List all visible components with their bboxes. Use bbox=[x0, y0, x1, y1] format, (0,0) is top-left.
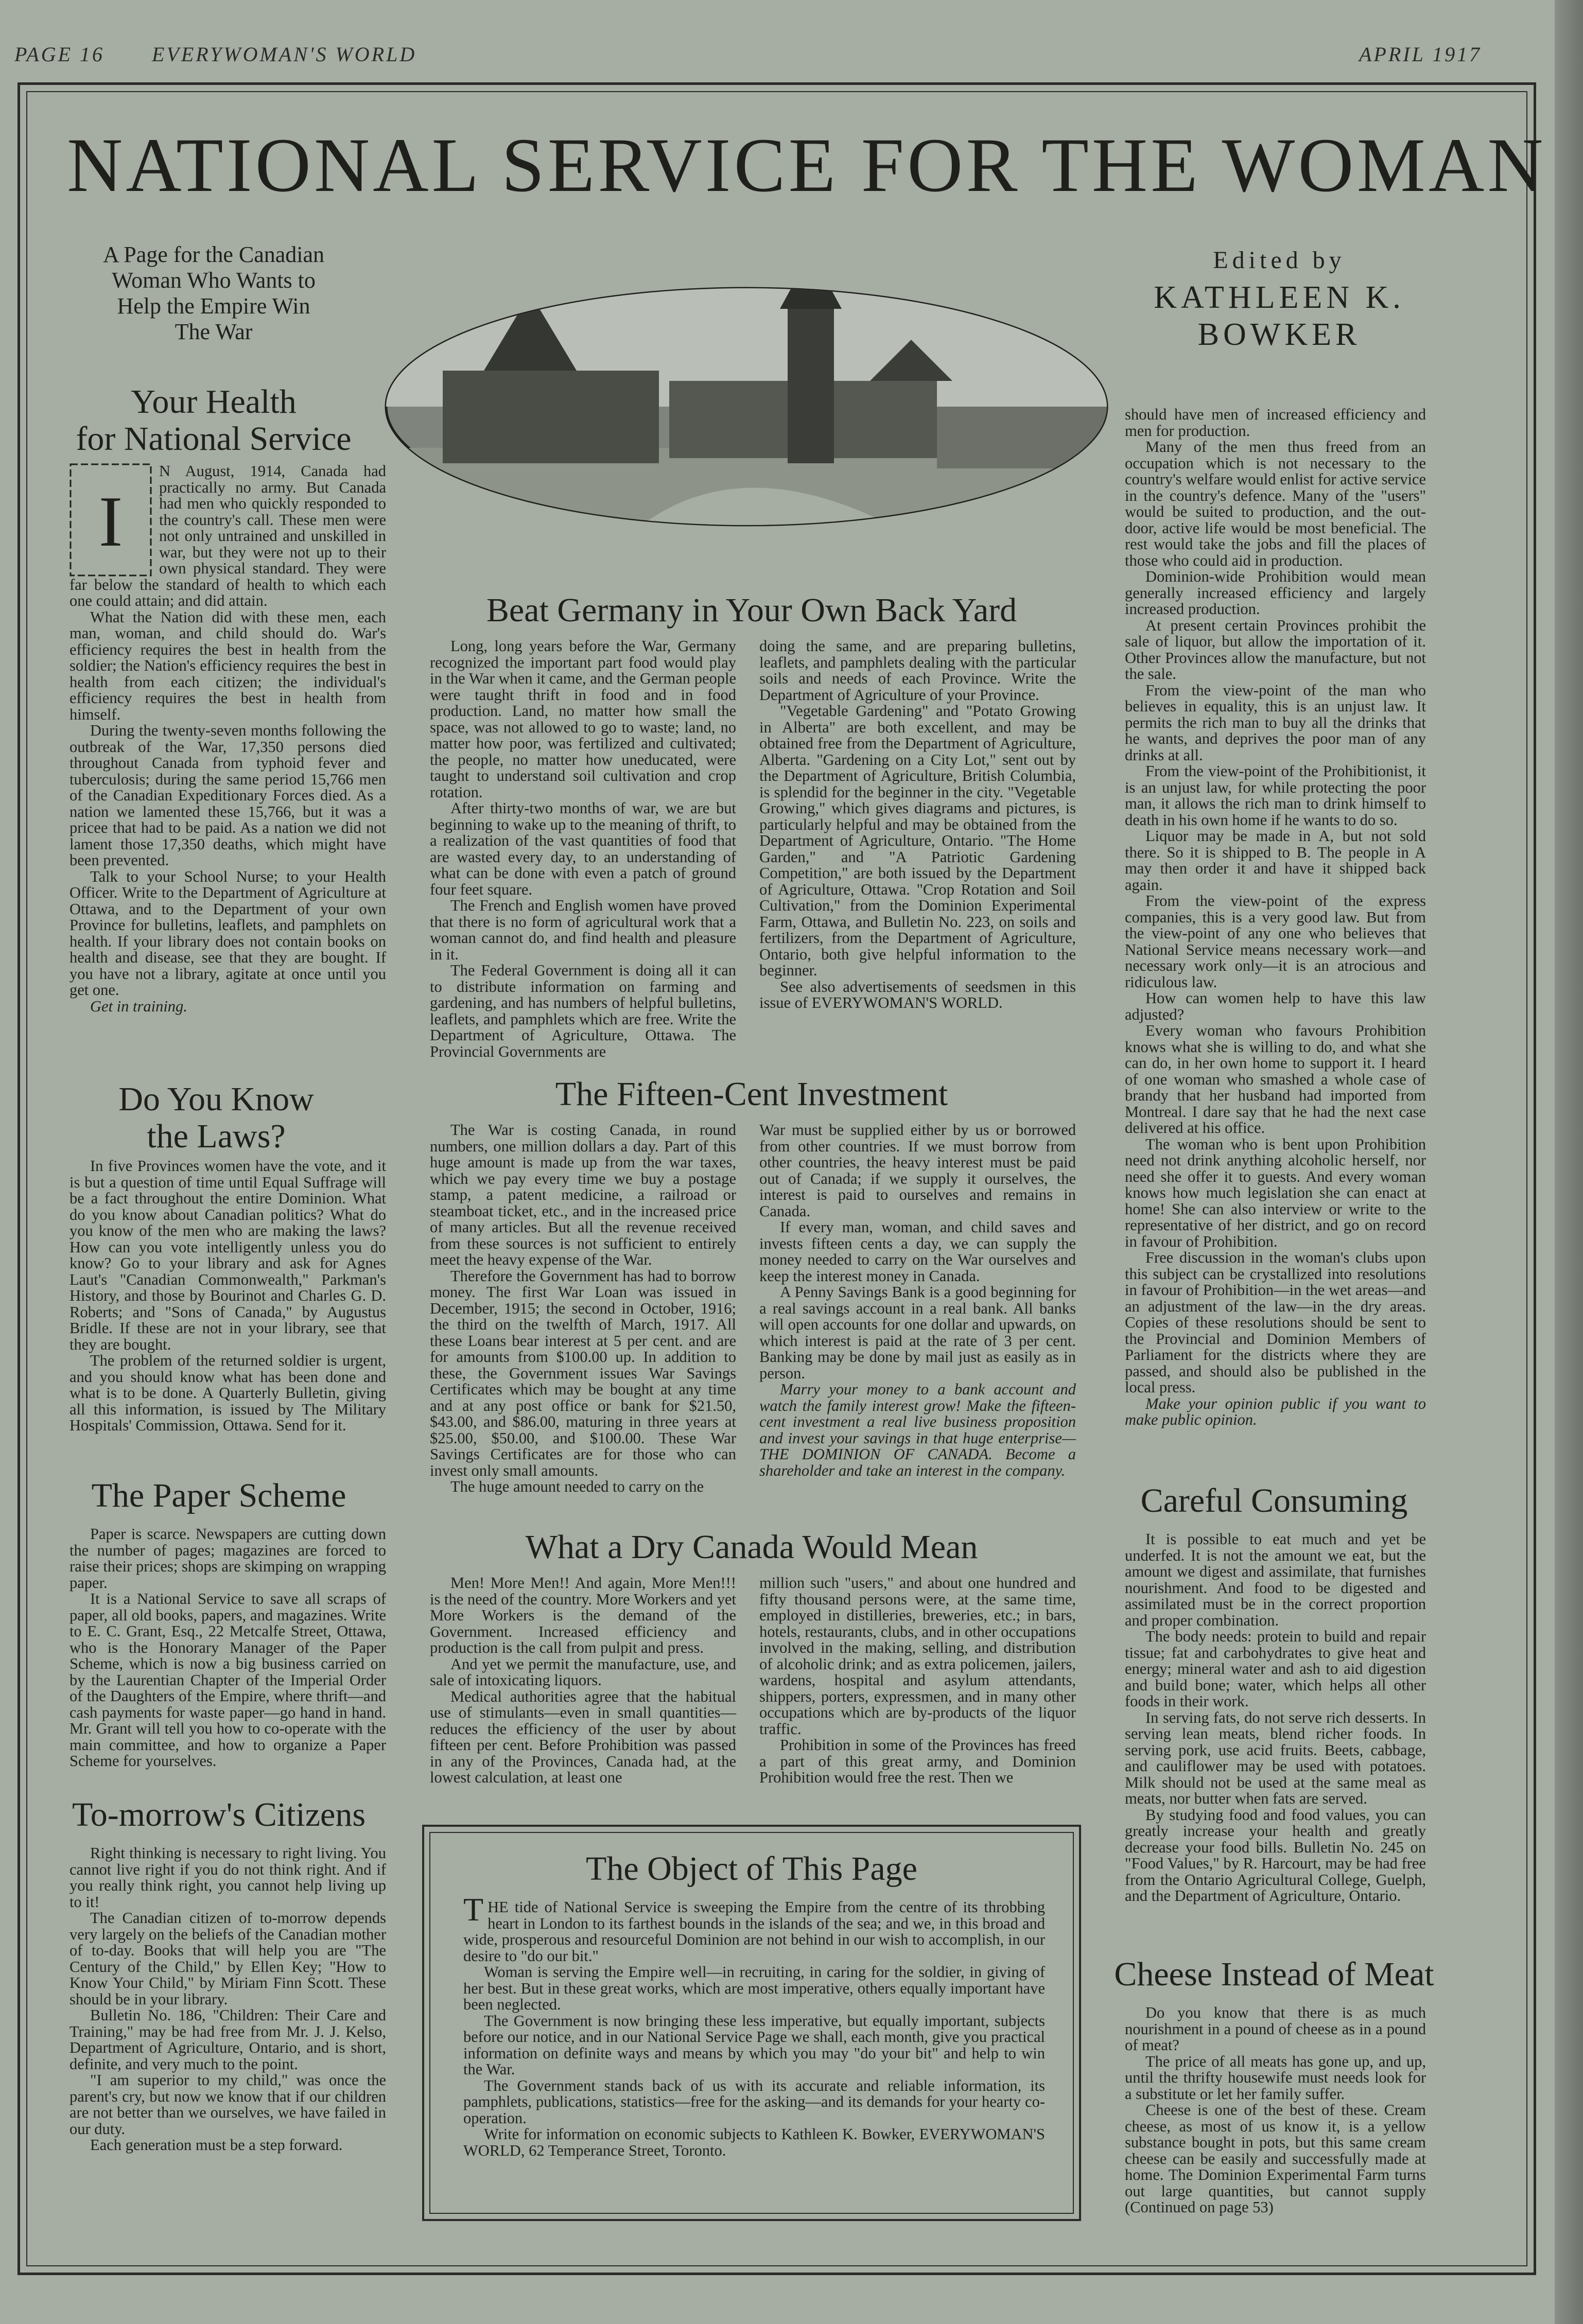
article-paper-scheme: Paper is scarce. Newspapers are cutting down the number of pages; magazines are forced to raise their prices; shops are skimping on wrapping paper. It is a National Service to save all scraps of paper, all old books, papers, and magazines. Write to E. C. Grant, Esq., 22 Metcalfe Street, Ottawa, who is the Honorary Manager of the Paper Scheme, which is now a big business carried on by the Laurentian Chapter of the Imperial Order of the Daughters of the Empire, where thrift—and cash payments for waste paper—go hand in hand. Mr. Grant will tell you how to co-operate with the main committee, and how to organize a Paper Scheme for yourselves. bbox=[69, 1525, 386, 1770]
binding-edge bbox=[1555, 0, 1583, 2324]
heading-beat-germany: Beat Germany in Your Own Back Yard bbox=[486, 591, 1017, 629]
article-cheese-instead-of-meat: Do you know that there is as much nourishment in a pound of cheese as in a pound of meat? The price of all meats has gone up, and up, until the thrifty housewife must needs look for a substitute or let her family suffer. Cheese is one of the best of these. Cream cheese, as most of us know it, is a yellow substance bought in pots, but this same cream cheese can be easily and successfully made at home. The Dominion Experimental Farm turns out large quantities, but cannot supply (Continued on page 53) bbox=[1125, 2004, 1426, 2216]
heading-tomorrows-citizens: To-morrow's Citizens bbox=[72, 1796, 366, 1833]
heading-fifteen-cent-investment: The Fifteen-Cent Investment bbox=[555, 1075, 948, 1113]
article-dry-canada-col2: million such "users," and about one hundred and fifty thousand persons were, at the same time, employed in distilleries, breweries, etc.; in bars, hotels, restaurants, clubs, and in other occupations involved in the making, selling, and distribution of alcoholic drink; and as extra policemen, jailers, wardens, hospital and asylum attendants, shippers, porters, expressmen, and in many other occupations which are by-products of the liquor traffic. Prohibition in some of the Provinces has freed a part of this great army, and Dominion Prohibition would free the rest. Then we bbox=[759, 1574, 1076, 1786]
parliament-building-illustration bbox=[381, 252, 1112, 528]
article-beat-germany-col2: doing the same, and are preparing bulletins, leaflets, and pamphlets dealing with the particular soils and needs of each Province. Write the Department of Agriculture of your Province. "Vegetable Gardening" and "Potato Growing in Alberta" are both excellent, and may be obtained free from the Department of Agriculture, Alberta. "Gardening on a City Lot," sent out by the Department of Agriculture, British Columbia, is splendid for the beginner in the city. "Vegetable Growing," which gives diagrams and pictures, is particularly helpful and may be obtained from the Department of Agriculture, Ontario. "The Home Garden," and "A Patriotic Gardening Competition," are both issued by the Department of Agriculture, Ottawa. "Crop Rotation and Soil Cultivation," from the Dominion Experimental Farm, Ottawa, and Bulletin No. 223, on soils and fertilizers, from the Department of Agriculture, Ontario, both give helpful information to the beginner. See also advertisements of seedsmen in this issue of EVERYWOMAN'S WORLD. bbox=[759, 637, 1076, 1011]
article-beat-germany-col1: Long, long years before the War, Germany recognized the important part food would play in the War when it came, and the German people were taught thrift in food and in food production. Land, no matter how small the space, was not allowed to go to waste; land, no matter how poor, was fertilized and cultivated; the people, no matter how uneducated, were taught to understand soil cultivation and crop rotation. After thirty-two months of war, we are but beginning to wake up to the meaning of thrift, to a realization of the vast quantities of food that are wasted every day, to an understanding of what can be done with even a patch of ground four feet square. The French and English women have proved that there is no form of agricultural work that a woman cannot do, and find health and pleasure in it. The Federal Government is doing all it can to distribute information on farming and gardening, and has numbers of helpful bulletins, leaflets, and pamphlets which are free. Write the Department of Agriculture, Ottawa. The Provincial Governments are bbox=[430, 637, 736, 1060]
article-tomorrows-citizens: Right thinking is necessary to right living. You cannot live right if you do not think right. And if you really think right, you cannot help living up to it! The Canadian citizen of to-morrow depends very largely on the beliefs of the Canadian mother of to-day. Books that will help you are "The Century of the Child," by Ellen Key; "How to Know Your Child," by Miriam Finn Scott. These should be in your library. Bulletin No. 186, "Children: Their Care and Training," may be had free from Mr. J. J. Kelso, Department of Agriculture, Ontario, and is short, definite, and very much to the point. "I am superior to my child," was once the parent's cry, but now we know that if our children are not better than we ourselves, we have failed in our duty. Each generation must be a step forward. bbox=[69, 1844, 386, 2154]
heading-paper-scheme: The Paper Scheme bbox=[91, 1477, 346, 1514]
heading-careful-consuming: Careful Consuming bbox=[1140, 1482, 1408, 1519]
article-dry-canada-col1: Men! More Men!! And again, More Men!!! is the need of the country. More Workers and yet More Workers is the demand of the Government. Increased efficiency and production is the call from pulpit and press. And yet we permit the manufacture, use, and sale of intoxicating liquors. Medical authorities agree that the habitual use of stimulants—even in small quantities—reduces the efficiency of the user by about fifteen per cent. Before Prohibition was passed in any of the Provinces, Canada had, at the lowest calculation, at least one bbox=[430, 1574, 736, 1786]
heading-do-you-know-laws: Do You Know the Laws? bbox=[118, 1080, 314, 1155]
article-object-of-page: THE tide of National Service is sweeping the Empire from the centre of its throbbing heart in London to its farthest bounds in the islands of the sea; and we, in this broad and wide, prosperous and resourceful Dominion are not behind in our wish to accomplish, in our desire to "do our bit." Woman is serving the Empire well—in recruiting, in caring for the soldier, in giving of her best. But in these great works, which are most imperative, others equally important have been neglected. The Government is now bringing these less imperative, but equally important, subjects before our notice, and in our National Service Page we shall, each month, give you practical information on definite ways and means by which you may "do your bit" and help to win the War. The Government stands back of us with its accurate and reliable information, its pamphlets, publications, statistics—free for the asking—and its demands for your hearty co-operation. Write for information on economic subjects to Kathleen K. Bowker, EVERYWOMAN'S WORLD, 62 Temperance Street, Toronto. bbox=[463, 1891, 1045, 2159]
page-subtitle: A Page for the Canadian Woman Who Wants to Help the Empire Win The War bbox=[102, 242, 325, 344]
article-fifteen-cent-col1: The War is costing Canada, in round numbers, one million dollars a day. Part of this huge amount is made up from the war taxes, which we pay every time we buy a postage stamp, a patent medicine, a railroad or steamboat ticket, etc., and in the increased price of many articles. But all the revenue received from these sources is not sufficient to entirely meet the heavy expense of the War. Therefore the Government has had to borrow money. The first War Loan was issued in December, 1915; the second in October, 1916; the third on the twelfth of March, 1917. All these Loans bear interest at 5 per cent. and are for amounts from $100.00 up. In addition to these, the Government issues War Savings Certificates which may be bought at any time and at any post office or bank for $21.50, $43.00, and $86.00, maturing in three years at $25.00, $50.00, and $100.00. These War Savings Certificates are for those who can invest only small amounts. The huge amount needed to carry on the bbox=[430, 1121, 736, 1495]
dropcap-t: T bbox=[463, 1891, 484, 1928]
article-dry-canada-continued: should have men of increased efficiency and men for production. Many of the men thus freed from an occupation which is not necessary to the country's welfare would enlist for active service in the country's defence. Many of the "users" would be suited to production, and the out-door, active life would be most beneficial. The rest would take the jobs and fill the places of those who could aid in production. Dominion-wide Prohibition would mean generally increased efficiency and largely increased production. At present certain Provinces prohibit the sale of liquor, but allow the importation of it. Other Provinces allow the manufacture, but not the sale. From the view-point of the man who believes in equality, this is an unjust law. It permits the rich man to buy all the drinks that he wants, and deprives the poor man of any drinks at all. From the view-point of the Prohibitionist, it is an unjust law, for while protecting the poor man, it allows the rich man to drink himself to death in his own home if he wants to do so. Liquor may be made in A, but not sold there. So it is shipped to B. The people in A may then order it and have it shipped back again. From the view-point of the express companies, this is a very good law. But from the view-point of any one who believes that National Service means necessary work—and necessary work only—it is an atrocious and ridiculous law. How can women help to have this law adjusted? Every woman who favours Prohibition knows what she is willing to do, and what she can do, in her own home to support it. I heard of one woman who smashed a whole case of brandy that her husband had imported from Montreal. I dare say that he had the next case delivered at his office. The woman who is bent upon Prohibition need not drink anything alcoholic herself, nor need she offer it to guests. And every woman knows how much legislation she can enact at home! She can also interview or write to the representative of her district, and go on record in favour of Prohibition. Free discussion in the woman's clubs upon this subject can be crystallized into resolutions in favour of Prohibition—in the wet areas—and an adjustment of the law—in the dry areas. Copies of these resolutions should be sent to the Provincial and Dominion Members of Parliament for the districts where they are passed, and should also be published in the local press. Make your opinion public if you want to make public opinion. bbox=[1125, 406, 1426, 1428]
page-title: NATIONAL SERVICE FOR THE WOMAN bbox=[67, 123, 1546, 208]
heading-dry-canada: What a Dry Canada Would Mean bbox=[525, 1528, 978, 1566]
svg-text:I: I bbox=[98, 482, 123, 562]
heading-your-health: Your Health for National Service bbox=[76, 383, 352, 458]
page-number: PAGE 16 bbox=[14, 43, 105, 66]
article-know-the-laws: In five Provinces women have the vote, and it is but a question of time until Equal Suffrage will be a fact throughout the entire Dominion. What do you know about Canadian politics? What do you know of the men who are making the laws? How can you vote intelligently unless you do know? Go to your library and ask for Agnes Laut's "Canadian Commonwealth," Parkman's History, and those by Bourinot and Charles G. D. Roberts; and "Sons of Canada," by Augustus Bridle. If these are not in your library, see that they are bought. The problem of the returned soldier is urgent, and you should know what has been done and what is to be done. A Quarterly Bulletin, giving all this information, is issued by The Military Hospitals' Commission, Ottawa. Send for it. bbox=[69, 1157, 386, 1434]
article-fifteen-cent-col2: War must be supplied either by us or borrowed from other countries. If we must borrow from other countries, the heavy interest must be paid out of Canada; if we supply it ourselves, the interest is paid to ourselves and remains in Canada. If every man, woman, and child saves and invests fifteen cents a day, we can supply the money needed to carry on the War ourselves and keep the interest money in Canada. A Penny Savings Bank is a good beginning for a real savings account in a real bank. All banks will open accounts for one dollar and upwards, on which interest is paid at the rate of 3 per cent. Banking may be done by mail just as easily as in person. Marry your money to a bank account and watch the family interest grow! Make the fifteen-cent investment a real live business proposition and invest your savings in that huge enterprise—THE DOMINION OF CANADA. Become a shareholder and take an interest in the company. bbox=[759, 1121, 1076, 1479]
article-your-health: I N August, 1914, Canada had practically no army. But Canada had men who quickly responded to the country's call. These men were not only untrained and unskilled in war, but they were not up to their own physical standard. They were far below the standard of health to which each one could attain; and did attain. What the Nation did with these men, each man, woman, and child should do. War's efficiency requires the best in health from the soldier; the Nation's efficiency requires the best in health from each citizen; the individual's efficiency requires the best in health from himself. During the twenty-seven months following the outbreak of the War, 17,350 persons died throughout Canada from typhoid fever and tuberculosis; during the same period 15,766 men of the Canadian Expeditionary Forces died. As a nation we lamented these 15,766, but it was a pricee that had to be paid. As a nation we did not lament those 17,350 deaths, which might have been prevented. Talk to your School Nurse; to your Health Officer. Write to the Department of Agriculture at Ottawa, and to the Department of your own Province for bulletins, leaflets, and pamphlets on health. If your library does not contain books on health and disease, see that they are bought. If you have not a library, agitate at once until you get one. Get in training. bbox=[69, 462, 386, 1015]
article-careful-consuming: It is possible to eat much and yet be underfed. It is not the amount we eat, but the amount we digest and assimilate, that furnishes nourishment. And food to be digested and assimilated must be in the correct proportion and proper combination. The body needs: protein to build and repair tissue; fat and carbohydrates to give heat and energy; mineral water and ash to aid digestion and build bone; water, which helps all other foods in their work. In serving fats, do not serve rich desserts. In serving lean meats, blend richer foods. In serving pork, use acid fruits. Beets, cabbage, and cauliflower may be used with potatoes. Milk should not be used at the same meal as meats, nor butter when fats are served. By studying food and food values, you can greatly increase your health and greatly decrease your food bills. Bulletin No. 245 on "Food Values," by R. Harcourt, may be had free from the Ontario Agricultural College, Guelph, and the Department of Agriculture, Ontario. bbox=[1125, 1530, 1426, 1904]
heading-cheese-instead-of-meat: Cheese Instead of Meat bbox=[1114, 1955, 1434, 1993]
dropcap-i-ornament bbox=[69, 463, 152, 576]
editor-credit: Edited by KATHLEEN K. BOWKER bbox=[1154, 247, 1405, 352]
issue-date: APRIL 1917 bbox=[1359, 43, 1482, 66]
magazine-name: EVERYWOMAN'S WORLD bbox=[152, 43, 417, 66]
heading-object-of-page: The Object of This Page bbox=[586, 1850, 917, 1888]
